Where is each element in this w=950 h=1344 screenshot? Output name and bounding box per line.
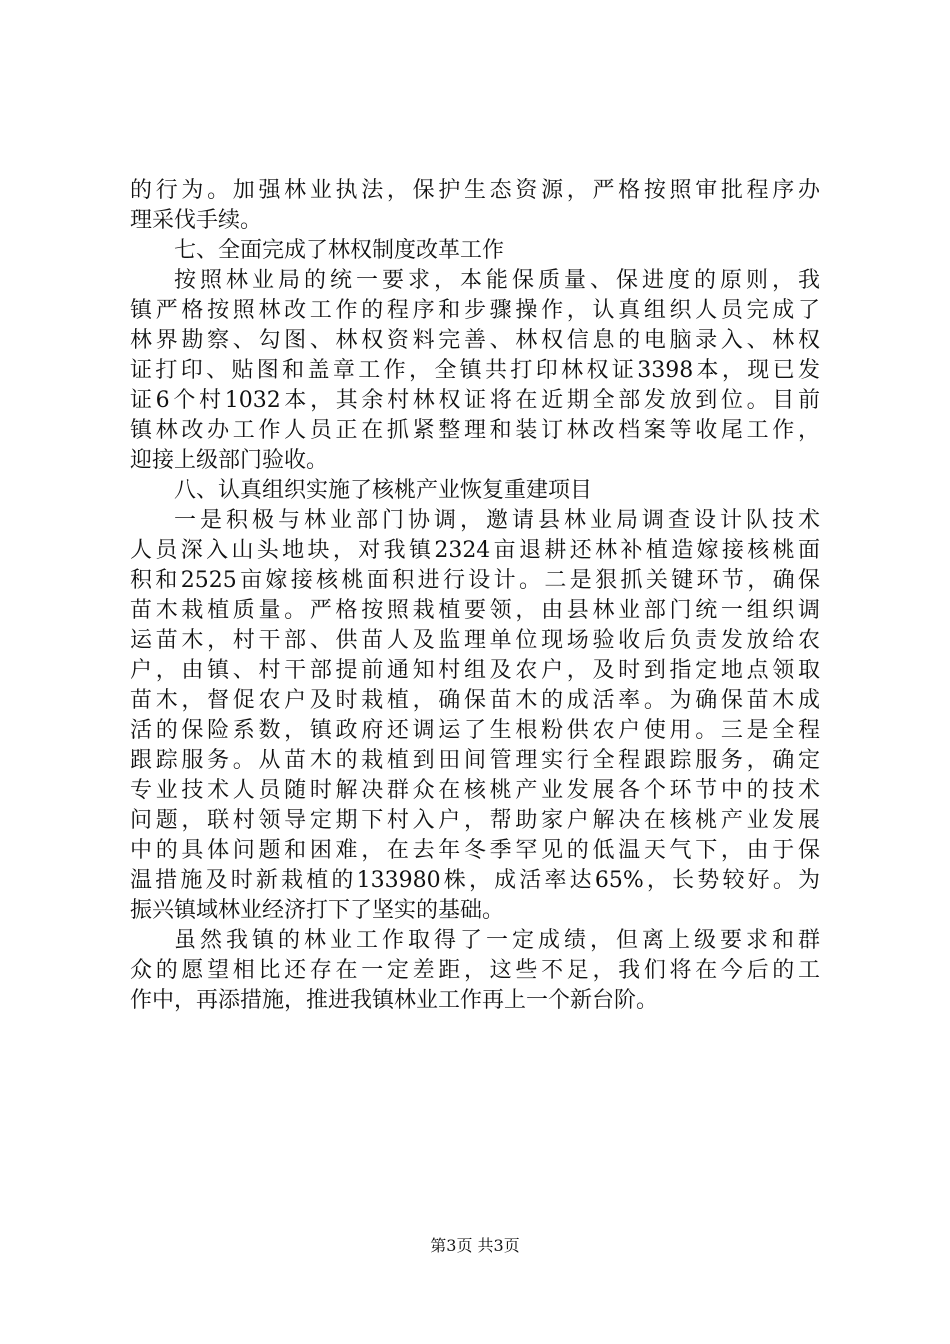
page-number-footer: 第3页 共3页 xyxy=(430,1236,520,1255)
section-heading-7 xyxy=(130,236,820,266)
text-line: 苗木栽植质量。严格按照栽植要领，由县林业部门统一组织调 xyxy=(130,598,820,623)
text-line: 的行为。加强林业执法，保护生态资源，严格按照审批程序办 xyxy=(130,178,820,203)
document-body xyxy=(130,176,820,1016)
heading-line: 七、全面完成了林权制度改革工作 xyxy=(174,238,505,263)
paragraph-3 xyxy=(130,266,820,476)
text-line: 一是积极与林业部门协调，邀请县林业局调查设计队技术 xyxy=(174,508,820,533)
text-line: 人员深入山头地块，对我镇2324亩退耕还林补植造嫁接核桃面 xyxy=(130,538,820,563)
heading-line: 八、认真组织实施了核桃产业恢复重建项目 xyxy=(174,478,593,503)
text-line: 问题，联村领导定期下村入户，帮助家户解决在核桃产业发展 xyxy=(130,808,820,833)
text-line: 跟踪服务。从苗木的栽植到田间管理实行全程跟踪服务，确定 xyxy=(130,748,820,773)
text-line: 运苗木，村干部、供苗人及监理单位现场验收后负责发放给农 xyxy=(130,628,820,653)
text-line: 林界勘察、勾图、林权资料完善、林权信息的电脑录入、林权 xyxy=(130,328,820,353)
text-line: 虽然我镇的林业工作取得了一定成绩，但离上级要求和群 xyxy=(174,928,820,953)
text-line: 活的保险系数，镇政府还调运了生根粉供农户使用。三是全程 xyxy=(130,718,820,743)
text-line: 温措施及时新栽植的133980株，成活率达65%，长势较好。为 xyxy=(130,868,820,893)
text-line: 证打印、贴图和盖章工作，全镇共打印林权证3398本，现已发 xyxy=(130,358,820,383)
paragraph-5 xyxy=(130,506,820,926)
text-line: 镇严格按照林改工作的程序和步骤操作，认真组织人员完成了 xyxy=(130,298,820,323)
text-line: 镇林改办工作人员正在抓紧整理和装订林改档案等收尾工作， xyxy=(130,418,820,443)
text-line: 作中，再添措施，推进我镇林业工作再上一个新台阶。 xyxy=(130,988,659,1013)
text-line: 证6个村1032本，其余村林权证将在近期全部发放到位。目前 xyxy=(130,388,820,413)
text-line: 户，由镇、村干部提前通知村组及农户，及时到指定地点领取 xyxy=(130,658,820,683)
text-line: 按照林业局的统一要求，本能保质量、保进度的原则，我 xyxy=(174,268,820,293)
text-line: 理采伐手续。 xyxy=(130,208,263,233)
text-line: 积和2525亩嫁接核桃面积进行设计。二是狠抓关键环节，确保 xyxy=(130,568,820,593)
text-line: 迎接上级部门验收。 xyxy=(130,448,329,473)
text-line: 振兴镇域林业经济打下了坚实的基础。 xyxy=(130,898,505,923)
text-line: 中的具体问题和困难，在去年冬季罕见的低温天气下，由于保 xyxy=(130,838,820,863)
text-line: 众的愿望相比还存在一定差距，这些不足，我们将在今后的工 xyxy=(130,958,820,983)
paragraph-6 xyxy=(130,926,820,1016)
text-line: 专业技术人员随时解决群众在核桃产业发展各个环节中的技术 xyxy=(130,778,820,803)
paragraph-1 xyxy=(130,176,820,236)
text-line: 苗木，督促农户及时栽植，确保苗木的成活率。为确保苗木成 xyxy=(130,688,820,713)
section-heading-8 xyxy=(130,476,820,506)
